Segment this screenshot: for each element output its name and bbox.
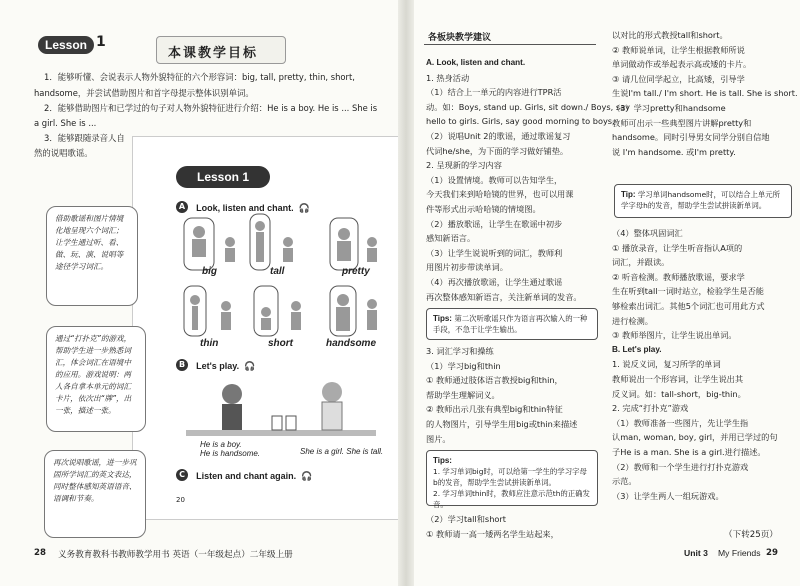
section-a-title: Look, listen and chant.: [196, 203, 294, 213]
paragraph-line: 生说I'm tall./ I'm short. He is tall. She is short.: [612, 88, 798, 99]
tip-label: Tips:: [433, 456, 452, 465]
mirror-figures-row2: [180, 282, 390, 338]
note-box: 通过“打扑克”的游戏，帮助学生进一步熟悉词汇，体会词汇在语境中的应用。游戏说明：两人各自拿本单元的词汇卡片，依次出“牌”，出一张，描述一张。: [46, 326, 146, 432]
headphone-icon: 🎧: [298, 204, 310, 214]
footer-page-number: 28: [34, 548, 46, 558]
column-2-continued: [612, 226, 796, 503]
paragraph-line: 教师可出示一些典型图片讲解pretty和: [612, 117, 752, 128]
paragraph-line: （2）学习tall和short: [426, 514, 506, 524]
tip-label: Tip:: [621, 190, 636, 199]
paragraph-line: ② 教师说单词，让学生根据教师所说: [612, 44, 745, 55]
paragraph-line: hello to girls. Girls, say good morning to boys.: [426, 116, 615, 127]
goal-line: a girl. She is ...: [34, 118, 97, 128]
paragraph-line: 今天我们来到哈哈镜的世界，也可以用课: [426, 189, 574, 200]
paragraph-line: 感知新语言。: [426, 233, 476, 244]
paragraph-line: （3）让学生说说听到的词汇，教师利: [426, 247, 563, 258]
page-gutter: [398, 0, 414, 586]
tip-box: [614, 184, 792, 218]
paragraph-line: 2. 完成“打扑克”游戏: [612, 403, 689, 414]
paragraph-line: 教师说出一个形容词，让学生说出其: [612, 373, 744, 384]
section-b-heading: [176, 354, 255, 373]
section-c-title: Listen and chant again.: [196, 471, 297, 481]
tip-box: [426, 308, 598, 340]
paragraph-line: 子He is a man. She is a girl.进行描述。: [612, 446, 766, 457]
vocab-word: short: [268, 338, 293, 349]
page-title: 本课教学目标: [168, 46, 259, 61]
goal-line: 然的说唱歌谣。: [34, 148, 93, 158]
paragraph-line: 用图片初步带读单词。: [426, 262, 508, 273]
footer-page-number: 29: [766, 548, 778, 558]
paragraph-line: 动。如：Boys, stand up. Girls, sit down./ Boys, say: [426, 101, 630, 112]
tip-line: 2. 学习单词thin时，教师应注意示范th的正确发音。: [433, 489, 590, 509]
paragraph-line: 进行检测。: [612, 315, 653, 326]
paragraph-line: ① 教师请一高一矮两名学生站起来，: [426, 528, 559, 539]
headphone-icon: 🎧: [301, 472, 313, 482]
paragraph-line: （3）学习pretty和handsome: [612, 102, 726, 113]
headphone-icon: 🎧: [244, 362, 256, 372]
paragraph-line: ③ 教师举图片，让学生说出单词。: [612, 330, 737, 341]
book-lesson-banner: Lesson 1: [176, 166, 270, 188]
paragraph-line: （1）结合上一单元的内容进行TPR活: [426, 87, 562, 98]
paragraph-line: 再次整体感知新语言，关注新单词的发音。: [426, 291, 582, 302]
paragraph-line: 1. 说反义词，复习所学的单词: [612, 359, 721, 370]
section-c-badge: C: [176, 469, 188, 481]
paragraph-line: 代词he/she，为下面的学习做好铺垫。: [426, 145, 569, 156]
goal-line: 2．能够借助图片和已学过的句子对人物外貌特征进行介绍：He is a boy. He is ... She is: [44, 103, 378, 113]
section-header: 各板块教学建议: [428, 33, 492, 43]
paragraph-line: 1. 热身活动: [426, 72, 470, 83]
paragraph-line: 反义词。如：tall-short，big-thin。: [612, 388, 746, 399]
column-1-continued: [426, 344, 604, 446]
paragraph-line: （1）设置情境。教师可以告知学生，: [426, 174, 563, 185]
tip-box: [426, 450, 598, 509]
section-b-badge: B: [176, 359, 188, 371]
paragraph-line: 示范。: [612, 476, 637, 487]
vocab-word: tall: [270, 266, 285, 277]
goal-line: handsome，并尝试借助图片和首字母提示整体识别单词。: [34, 88, 254, 98]
tip-line: 1. 学习单词big时，可以给第一学生的学习字母b的发音，帮助学生尝试拼读新单词。: [433, 467, 587, 487]
paragraph-line: 够检索出词汇。其他5个词汇也可用此方式: [612, 300, 765, 311]
footer-unit-title: My Friends: [718, 548, 761, 558]
right-page: [414, 0, 800, 586]
note-box: 借助歌谣和图片情境化地呈现六个词汇；让学生通过听、看、做、玩、演、说唱等途径学习词汇。: [46, 206, 138, 306]
paragraph-line: 词汇，并跟读。: [612, 257, 670, 268]
paragraph-line: 图片。: [426, 433, 451, 444]
subsection-heading: B. Let's play.: [612, 344, 662, 354]
footer-book-title: 义务教育教科书教师教学用书 英语（一年级起点）二年级上册: [58, 550, 293, 560]
column-2: [612, 28, 796, 159]
footer-unit: Unit 3: [684, 548, 708, 558]
column-1-end: [426, 512, 604, 541]
vocab-word: handsome: [326, 338, 377, 349]
paragraph-line: （2）教师和一个学生进行打扑克游戏: [612, 461, 749, 472]
paragraph-line: ② 听音检测。教师播放歌谣，要求学: [612, 271, 745, 282]
paragraph-line: 以对比的形式教授tall和short。: [612, 30, 728, 40]
speech-bubble-girl: She is a girl. She is tall.: [300, 447, 384, 456]
paragraph-line: 生在听到tall一词时站立，检验学生是否能: [612, 286, 764, 297]
paragraph-line: （2）播放歌谣，让学生在歌谣中初步: [426, 218, 563, 229]
tip-text: 第二次听歌谣只作为语言再次输入的一种手段，不急于让学生输出。: [433, 314, 588, 334]
paragraph-line: ① 教师通过肢体语言教授big和thin，: [426, 375, 563, 386]
goal-line: 1．能够听懂、会说表示人物外貌特征的六个形容词：big, tall, pretty, thin, short,: [44, 72, 355, 82]
paragraph-line: 说 I'm handsome. 或I'm pretty.: [612, 146, 736, 157]
lesson-number: 1: [96, 34, 106, 50]
paragraph-line: 件等形式出示哈哈镜的情境图。: [426, 203, 541, 214]
left-page: [0, 0, 398, 586]
continued-note: （下转25页）: [724, 530, 778, 540]
subsection-heading: A. Look, listen and chant.: [426, 58, 526, 67]
paragraph-line: ② 教师出示几张有典型big和thin特征: [426, 404, 563, 415]
paragraph-line: 2. 呈现新的学习内容: [426, 160, 502, 171]
paragraph-line: 的人物图片，引导学生用big或thin来描述: [426, 418, 578, 429]
paragraph-line: ③ 请几位同学起立，比高矮，引导学: [612, 73, 745, 84]
speech-bubble-boy: [200, 440, 260, 458]
bubble-line: He is handsome.: [200, 449, 261, 458]
note-box: 再次说唱歌谣，进一步巩固所学词汇的英文表达，同时整体感知英语语音、语调和节奏。: [44, 450, 146, 538]
section-b-title: Let's play.: [196, 361, 240, 371]
tip-text: 学习单词handsome时，可以结合上单元所学字母h的发音，帮助学生尝试拼读新单词。: [621, 190, 781, 210]
section-c-heading: [176, 464, 312, 483]
paragraph-line: （4）整体巩固词汇: [612, 228, 683, 238]
vocab-word: pretty: [342, 266, 370, 277]
goal-line: 3．能够跟随录音人自: [44, 133, 125, 143]
vocab-word: thin: [200, 338, 219, 349]
paragraph-line: （4）再次播放歌谣，让学生通过歌谣: [426, 276, 563, 287]
paragraph-line: （1）学习big和thin: [426, 360, 501, 371]
paragraph-line: 单词做动作或举起表示高或矮的卡片。: [612, 59, 752, 70]
section-a-badge: A: [176, 201, 188, 213]
lesson-badge: Lesson: [38, 36, 94, 54]
paragraph-line: （1）教师准备一些图片，先让学生指: [612, 417, 749, 428]
paragraph-line: （2）说唱Unit 2的歌谣，通过歌谣复习: [426, 130, 571, 141]
tip-label: Tips:: [433, 314, 452, 323]
paragraph-line: 帮助学生理解词义。: [426, 389, 500, 400]
paragraph-line: （3）让学生两人一组玩游戏。: [612, 490, 724, 501]
paragraph-line: 3. 词汇学习和操练: [426, 346, 494, 356]
bubble-line: He is a boy.: [200, 440, 242, 449]
mirror-figures-row1: [180, 212, 390, 272]
paragraph-line: ① 播放录音，让学生听音指认A项的: [612, 242, 743, 253]
paragraph-line: 认man, woman, boy, girl，并用已学过的句: [612, 432, 778, 443]
header-rule: [424, 44, 596, 45]
book-page-number: 20: [176, 496, 185, 504]
vocab-word: big: [202, 266, 217, 277]
paragraph-line: handsome。同时引导男女同学分别自信地: [612, 132, 770, 143]
